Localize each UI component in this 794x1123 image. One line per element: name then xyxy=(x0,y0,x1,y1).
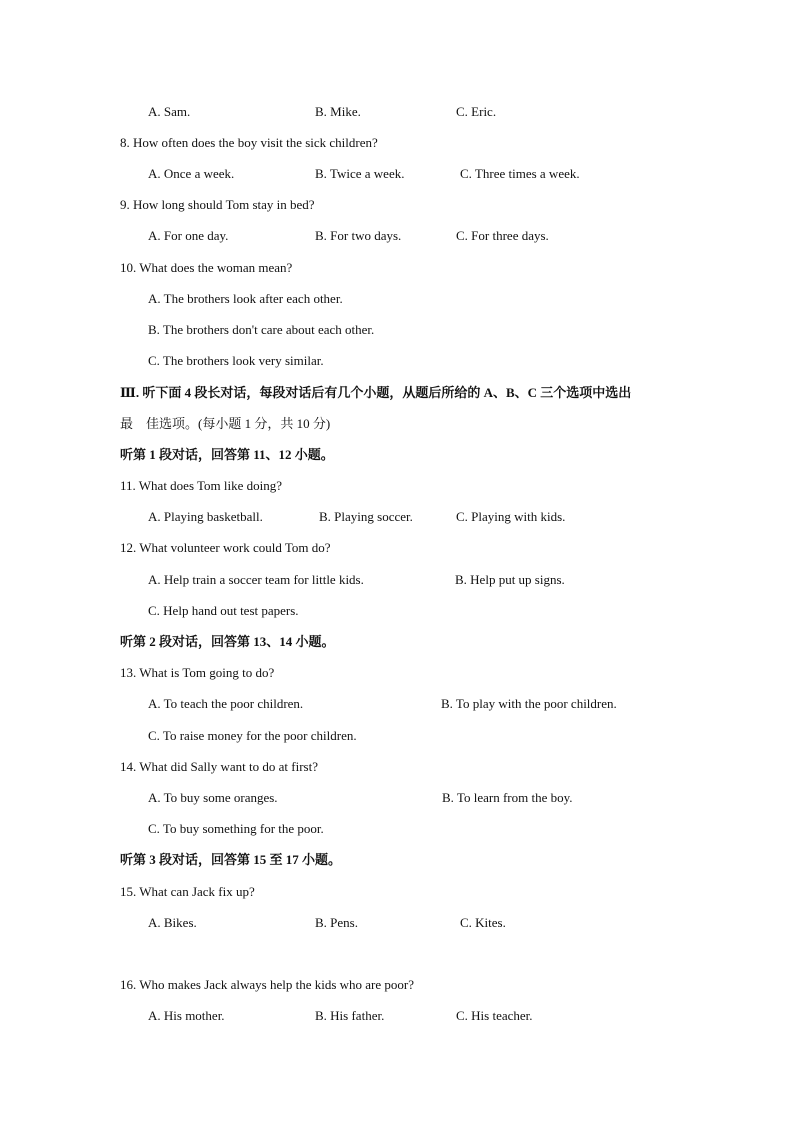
q16-option-a: A. His mother. xyxy=(148,1008,225,1023)
q8-option-b: B. Twice a week. xyxy=(315,166,405,181)
q10-option-a: A. The brothers look after each other. xyxy=(148,291,343,306)
q12-option-c: C. Help hand out test papers. xyxy=(148,603,299,618)
q13-option-c: C. To raise money for the poor children. xyxy=(148,728,357,743)
q15-option-c: C. Kites. xyxy=(460,915,506,930)
q10-option-b: B. The brothers don't care about each other. xyxy=(148,322,375,337)
question-15: 15. What can Jack fix up? xyxy=(120,884,255,899)
question-9: 9. How long should Tom stay in bed? xyxy=(120,197,315,212)
q11-option-a: A. Playing basketball. xyxy=(148,509,263,524)
section-3-instructions-cont: 最 佳选项。(每小题 1 分，共 10 分) xyxy=(120,416,331,431)
q14-option-c: C. To buy something for the poor. xyxy=(148,821,324,836)
question-10: 10. What does the woman mean? xyxy=(120,260,293,275)
q9-option-a: A. For one day. xyxy=(148,228,229,243)
q15-option-b: B. Pens. xyxy=(315,915,358,930)
q14-option-b: B. To learn from the boy. xyxy=(442,790,573,805)
q11-option-c: C. Playing with kids. xyxy=(456,509,566,524)
q14-option-a: A. To buy some oranges. xyxy=(148,790,278,805)
dialogue-2-heading: 听第 2 段对话，回答第 13、14 小题。 xyxy=(120,634,335,649)
q7-option-a: A. Sam. xyxy=(148,104,191,119)
q7-option-c: C. Eric. xyxy=(456,104,497,119)
q12-option-b: B. Help put up signs. xyxy=(455,572,565,587)
q15-option-a: A. Bikes. xyxy=(148,915,197,930)
dialogue-3-heading: 听第 3 段对话，回答第 15 至 17 小题。 xyxy=(120,852,342,867)
question-12: 12. What volunteer work could Tom do? xyxy=(120,540,331,555)
q13-option-b: B. To play with the poor children. xyxy=(441,696,617,711)
section-3-instructions: Ⅲ. 听下面 4 段长对话，每段对话后有几个小题，从题后所给的 A、B、C 三个选项中选出 xyxy=(120,385,632,400)
q16-option-b: B. His father. xyxy=(315,1008,385,1023)
q8-option-c: C. Three times a week. xyxy=(460,166,580,181)
q12-option-a: A. Help train a soccer team for little kids. xyxy=(148,572,364,587)
q9-option-b: B. For two days. xyxy=(315,228,402,243)
question-8: 8. How often does the boy visit the sick children? xyxy=(120,135,378,150)
question-11: 11. What does Tom like doing? xyxy=(120,478,283,493)
q9-option-c: C. For three days. xyxy=(456,228,549,243)
q7-option-b: B. Mike. xyxy=(315,104,361,119)
question-14: 14. What did Sally want to do at first? xyxy=(120,759,318,774)
question-16: 16. Who makes Jack always help the kids who are poor? xyxy=(120,977,414,992)
q16-option-c: C. His teacher. xyxy=(456,1008,533,1023)
q11-option-b: B. Playing soccer. xyxy=(319,509,413,524)
q8-option-a: A. Once a week. xyxy=(148,166,235,181)
q13-option-a: A. To teach the poor children. xyxy=(148,696,304,711)
dialogue-1-heading: 听第 1 段对话，回答第 11、12 小题。 xyxy=(120,447,334,462)
question-13: 13. What is Tom going to do? xyxy=(120,665,275,680)
q10-option-c: C. The brothers look very similar. xyxy=(148,353,324,368)
